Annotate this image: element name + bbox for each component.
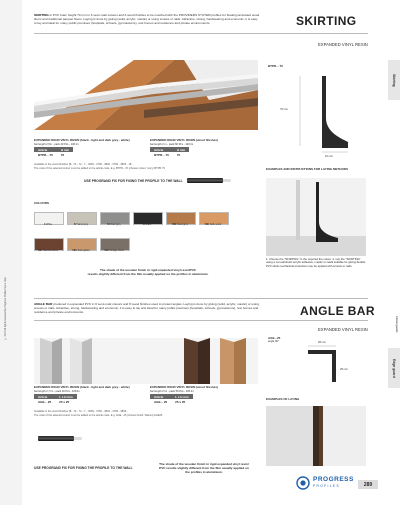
- skirting-intro-bold: SKIRTING: [34, 13, 49, 17]
- colour-code: 58K: [37, 248, 43, 252]
- cell-article: AGE... 25: [38, 400, 52, 405]
- anglebar-product-photo: [34, 338, 258, 384]
- skirting-table-left: [34, 139, 142, 158]
- anglebar-title: ANGLE BAR: [300, 304, 375, 318]
- anglebar-table-right-pack: bar length 2 lm - pack 50 Pcs - 100 lm: [150, 389, 194, 393]
- colour-name: White: [45, 222, 53, 226]
- skirting-dim-70: 70 mm: [280, 108, 288, 111]
- anglebar-table-left-heading: EXPANDED RIGID VINYL RESIN (black - light and dark grey - white): [34, 385, 130, 389]
- anglebar-shade-note-line1: The shade of the wooden finish in rigid expanded vinyl resin/: [159, 462, 249, 466]
- cell-h: 70: [60, 153, 65, 158]
- colour-swatch-label: [100, 224, 128, 227]
- colour-code: 58K: [72, 248, 78, 252]
- brand-name: PROGRESS: [313, 476, 354, 483]
- colours-label: COLOURS: [34, 201, 49, 205]
- anglebar-available-note: Available in the wood finishes (B...72 - 72 - Y... 3069 - 3796 - 3804 - 3799 - 3805 -: [34, 410, 128, 413]
- col-h-mm: H mm: [173, 147, 189, 153]
- colour-swatch-label: [166, 224, 194, 227]
- anglebar-glue-row: [38, 436, 74, 441]
- colour-swatch-label: [34, 250, 62, 253]
- skirting-table-right-pack: bar length 2 m - pack 60 Pcs - 120 lm: [150, 142, 194, 146]
- colour-swatch-label: [67, 250, 95, 253]
- anglebar-profile-drawing: [282, 344, 356, 384]
- anglebar-table-right: [150, 386, 258, 405]
- colour-name: Dark: [146, 222, 152, 226]
- section-divider: [34, 298, 368, 299]
- anglebar-laying-photo: [266, 406, 366, 466]
- colour-code: 57: [73, 222, 78, 226]
- anglebar-intro-text: produced in expanded PVC in 6 semi-matt colours and 8 wood finishes used to protect angles. Laying is done by gluing (solid, acrylic, mastic) or using screws or nails. Attractive, strong, hardwearing and economic, it is easy to lay and ideal for many public premises (hospitals, schools, gymnasiums), rest homes and residence and private environments.: [34, 302, 259, 314]
- anglebar-intro: [34, 303, 260, 315]
- glue-tube-image: [38, 436, 74, 441]
- anglebar-divider: [34, 320, 368, 321]
- cell-dimensions: 25 x 25: [59, 400, 70, 405]
- skirting-intro: [34, 14, 260, 26]
- anglebar-shade-note-line2: PVC results slightly different from the film usually applied on: [159, 466, 249, 470]
- skirting-dim-10: 10 mm: [325, 155, 333, 158]
- skirting-side-tab: Skirting: [388, 60, 400, 100]
- skirting-table-right-heading: EXPANDED RIGID VINYL RESIN (wood finishes): [150, 138, 219, 142]
- colour-name: Steel grey: [177, 222, 188, 226]
- skirting-divider: [34, 33, 368, 34]
- skirting-title: SKIRTING: [296, 14, 357, 28]
- colour-code: 3: [43, 222, 46, 226]
- colour-swatch-label: [34, 224, 62, 227]
- skirting-shade-note-line1: The shade of the wooden finish in rigid expanded vinyl resin/PVC: [99, 268, 197, 272]
- skirting-shade-note-line2: results slightly different from the film usually applied on the profiles in aluminium.: [87, 272, 209, 276]
- page-number: 289: [358, 480, 378, 489]
- copyright-note: © 2017 All rights reserved by Progress Profiles S.p.a. Italy: [4, 277, 7, 340]
- skirting-subtitle: EXPANDED VINYL RESIN: [318, 42, 368, 47]
- anglebar-subtitle: EXPANDED VINYL RESIN: [318, 327, 368, 332]
- skirting-glue-row: [84, 178, 223, 183]
- cell-article: AGE... 25: [154, 400, 168, 405]
- anglebar-code-note: The code of the selected colour must be added to the article code. E.g. AGE...25 (chosen finish: Walnut) AGE25: [34, 413, 163, 417]
- colour-swatch-label: [67, 224, 95, 227]
- cell-h: 70: [176, 153, 181, 158]
- skirting-product-photo: [34, 60, 258, 130]
- skirting-profile-code: BTPR... 70: [268, 64, 283, 68]
- colour-code: 52: [107, 222, 111, 226]
- skirting-table-right: [150, 139, 258, 158]
- anglebar-profile-code: AGE...25: [268, 336, 281, 340]
- glue-tube-image: [187, 178, 223, 183]
- anglebar-intro-bold: ANGLE BAR: [34, 302, 53, 306]
- anglebar-dim-top: 25 mm: [318, 341, 326, 344]
- anglebar-laying-title: EXAMPLES OF LAYING: [266, 397, 300, 401]
- colour-code: 10: [142, 222, 147, 226]
- colour-name: Dark grey: [110, 222, 121, 226]
- cell-article: BTPR... 70: [154, 153, 169, 158]
- colour-swatch-label: [199, 224, 227, 227]
- col-article: Article: [34, 394, 55, 400]
- skirting-table-left-pack: bar length 2,5m - pack 40 Pcs - 100 lm: [34, 142, 79, 146]
- col-dimensions: L x H mm: [55, 394, 76, 400]
- brand-logo: [296, 476, 354, 490]
- colour-code: 59K: [204, 222, 210, 226]
- colour-swatch-label: [100, 250, 128, 253]
- anglebar-side-tab: Edge guard: [388, 348, 400, 388]
- colour-name: Dark wood: [209, 222, 222, 226]
- anglebar-table-left: [34, 386, 142, 405]
- col-article: Article: [34, 147, 57, 153]
- skirting-laying-caption: 1. Choose the "SKIRTING" in the required the colour. 2. Lay the "SKIRTING" using a non-alcoholic acrylic adhesive, mastic or caulk suitable for gluing flexible PVC while mechanical protection may be applied with screws or nails.: [266, 257, 366, 268]
- colour-name: Vintage wood: [109, 248, 124, 252]
- col-article: Article: [150, 147, 173, 153]
- anglebar-table-right-heading: EXPANDED RIGID VINYL RESIN (wood finishes): [150, 385, 219, 389]
- col-article: Article: [150, 394, 171, 400]
- anglebar-table-left-pack: bar length 2,7 lm - pack 40 Pcs - 108 lm: [34, 389, 80, 393]
- skirting-shade-note: [78, 268, 218, 276]
- colour-name: Natural walnut: [42, 248, 59, 252]
- colour-name: Sand grey: [77, 222, 89, 226]
- anglebar-angle-label: angle 90°: [268, 340, 279, 343]
- skirting-intro-text: in PVC foam height 70 mm in 6 semi-matt colours and 6 wood finishes to be matched with the PROVIDERS SYSTEM profiles for floating laminated wood floors and traditional parquet floors. Laying is done by gluing (solid, acrylic, mastic) or using screws or nails. Attractive, strong, hardwearing and economic, it is easy to lay and ideal for many public premises (hospitals, schools, gymnasiums), rest homes and residence and private environments.: [34, 13, 260, 25]
- cell-article: BTPR... 70: [38, 153, 53, 158]
- skirting-laying-title: EXAMPLES AND INSTRUCTIONS FOR LAYING METHODS: [266, 167, 348, 171]
- colour-swatches: [34, 212, 260, 266]
- colour-code: 58K: [172, 222, 178, 226]
- anglebar-shade-note-line3: the profiles in aluminium.: [185, 470, 223, 474]
- col-dimensions: L x H mm: [171, 394, 192, 400]
- skirting-code-note: The code of the selected colour must be added to the article code. E.g. BTPR...70 (chosen colour: Ivory) BTPR 70: [34, 166, 165, 170]
- col-h-mm: H mm: [57, 147, 73, 153]
- colour-swatch-label: [133, 224, 161, 227]
- brand-sub: PROFILES: [313, 484, 340, 488]
- skirting-available-note: Available in the wood finishes (B...72 - 72 - Y... 3069 - 3796 - 3804 - 3799 - 3805 - 18 -: [34, 163, 133, 166]
- anglebar-shade-note: [144, 462, 264, 474]
- skirting-table-left-heading: EXPANDED RIGID VINYL RESIN (black - light and dark grey - white): [34, 138, 130, 142]
- skirting-spacer: [34, 168, 184, 170]
- skirting-profile-drawing: [282, 72, 356, 158]
- skirting-glue-text: USE PROGRAND FIX FOR FIXING THE PROFILE TO THE WALL: [84, 178, 183, 183]
- anglebar-side-tab-2: Corner guards: [395, 316, 398, 333]
- anglebar-glue-text: USE PROGRAND FIX FOR FIXING THE PROFILE TO THE WALL: [34, 466, 133, 470]
- skirting-laying-photo: [266, 178, 366, 256]
- colour-name: Teak gilded: [77, 248, 90, 252]
- brand-mark-icon: [296, 476, 310, 490]
- cell-dimensions: 25 x 25: [175, 400, 186, 405]
- colour-code: 59K: [104, 248, 110, 252]
- anglebar-dim-side: 25 mm: [340, 368, 348, 371]
